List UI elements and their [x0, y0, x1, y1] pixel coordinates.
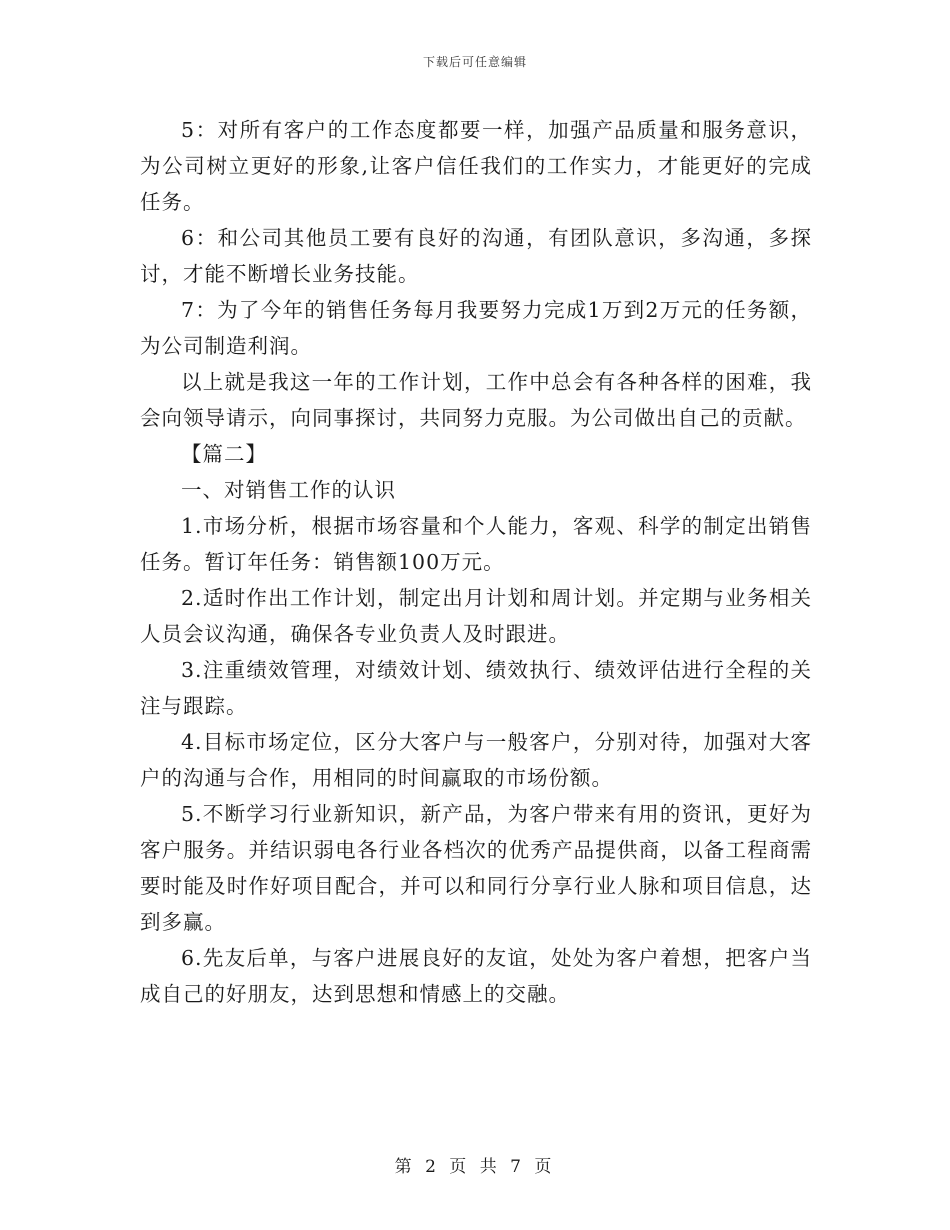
page-header: 下载后可任意编辑 — [422, 55, 527, 69]
list-item-4: 4.目标市场定位，区分大客户与一般客户，分别对待，加强对大客户的沟通与合作，用相同的时间赢取的市场份额。 — [140, 730, 812, 790]
paragraph-item-5: 5：对所有客户的工作态度都要一样，加强产品质量和服务意识，为公司树立更好的形象,让客户信任我们的工作实力，才能更好的完成任务。 — [140, 118, 812, 214]
page-number-footer: 第 2 页 共 7 页 — [394, 1157, 556, 1177]
paragraph-item-7: 7：为了今年的销售任务每月我要努力完成1万到2万元的任务额，为公司制造利润。 — [140, 298, 812, 358]
list-item-2: 2.适时作出工作计划，制定出月计划和周计划。并定期与业务相关人员会议沟通，确保各专业负责人及时跟进。 — [140, 586, 812, 646]
paragraph-summary: 以上就是我这一年的工作计划，工作中总会有各种各样的困难，我会向领导请示，向同事探讨，共同努力克服。为公司做出自己的贡献。 — [140, 370, 812, 430]
document-body — [140, 112, 812, 1012]
list-item-6: 6.先友后单，与客户进展良好的友谊，处处为客户着想，把客户当成自己的好朋友，达到思想和情感上的交融。 — [140, 946, 812, 1006]
section-heading: 【篇二】 — [181, 442, 267, 466]
list-item-1: 1.市场分析，根据市场容量和个人能力，客观、科学的制定出销售任务。暂订年任务：销售额100万元。 — [140, 514, 812, 574]
list-item-5: 5.不断学习行业新知识，新产品，为客户带来有用的资讯，更好为客户服务。并结识弱电各行业各档次的优秀产品提供商，以备工程商需要时能及时作好项目配合，并可以和同行分享行业人脉和项目信息，达到多赢。 — [140, 802, 812, 934]
list-item-3: 3.注重绩效管理，对绩效计划、绩效执行、绩效评估进行全程的关注与跟踪。 — [140, 658, 812, 718]
paragraph-item-6: 6：和公司其他员工要有良好的沟通，有团队意识，多沟通，多探讨，才能不断增长业务技能。 — [140, 226, 812, 286]
subsection-heading: 一、对销售工作的认识 — [181, 478, 396, 502]
